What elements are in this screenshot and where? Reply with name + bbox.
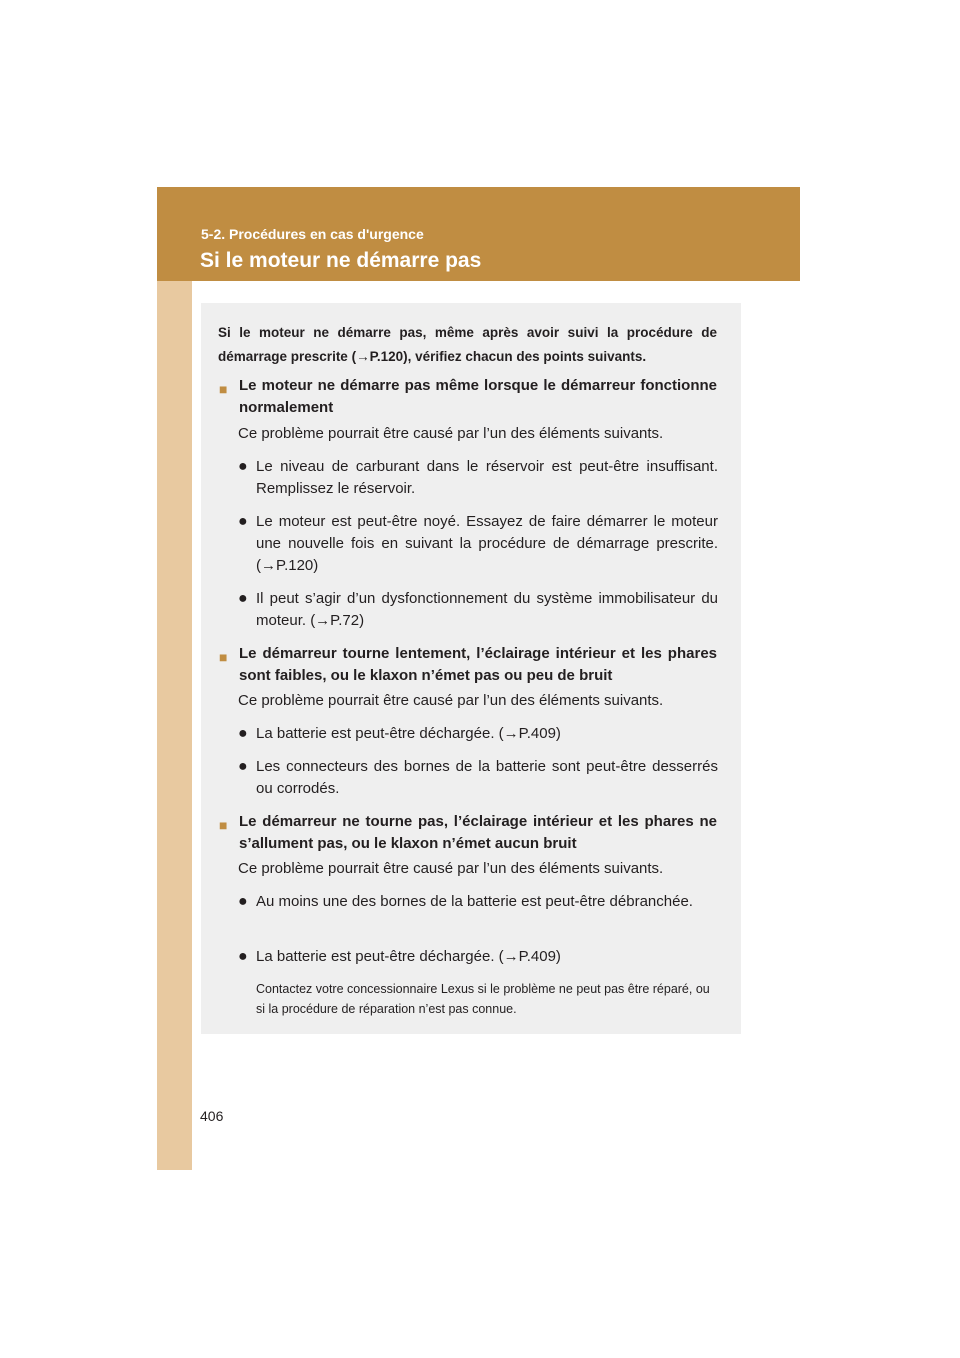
section-3-heading xyxy=(219,811,717,855)
section-1-heading xyxy=(219,375,717,419)
section-2-heading-text: Le démarreur tourne lentement, l’éclairage intérieur et les phares sont faibles, ou le klaxon n’émet pas ou peu de bruit xyxy=(239,645,717,684)
list-item xyxy=(238,946,718,968)
section-1-heading-text: Le moteur ne démarre pas même lorsque le démarreur fonctionne normalement xyxy=(239,377,717,416)
round-bullet-icon: ● xyxy=(238,458,248,475)
round-bullet-icon: ● xyxy=(238,948,248,965)
round-bullet-icon: ● xyxy=(238,590,248,607)
section-1-text: Ce problème pourrait être causé par l’un des éléments suivants. xyxy=(238,425,664,442)
list-item xyxy=(238,511,718,577)
list-item xyxy=(238,723,718,745)
note-text: Contactez votre concessionnaire Lexus si le problème ne peut pas être réparé, ou si la procédure de réparation n’est pas connue. xyxy=(256,982,710,1016)
round-bullet-icon: ● xyxy=(238,893,248,910)
list-item-text: Il peut s’agir d’un dysfonctionnement du système immobilisateur du moteur. (→P.72) xyxy=(256,590,718,629)
square-bullet-icon: ■ xyxy=(219,817,228,833)
section-label: 5-2. Procédures en cas d'urgence xyxy=(201,226,424,242)
list-item-text: Les connecteurs des bornes de la batterie sont peut-être desserrés ou corrodés. xyxy=(256,758,718,797)
list-item xyxy=(238,891,718,913)
page-number: 406 xyxy=(200,1108,224,1124)
list-item-text: Au moins une des bornes de la batterie est peut-être débranchée. xyxy=(256,893,693,910)
list-item-text: La batterie est peut-être déchargée. (→P.409) xyxy=(256,725,561,742)
round-bullet-icon: ● xyxy=(238,725,248,742)
round-bullet-icon: ● xyxy=(238,758,248,775)
list-item xyxy=(238,456,718,500)
list-item-text: Le niveau de carburant dans le réservoir est peut-être insuffisant. Remplissez le réservoir. xyxy=(256,458,718,497)
section-2-heading xyxy=(219,643,717,687)
list-item xyxy=(238,756,718,800)
square-bullet-icon: ■ xyxy=(219,649,228,665)
section-3-text: Ce problème pourrait être causé par l’un des éléments suivants. xyxy=(238,860,664,877)
list-item-text: Le moteur est peut-être noyé. Essayez de faire démarrer le moteur une nouvelle fois en suivant la procédure de démarrage prescrite. (→P.120) xyxy=(256,513,718,574)
left-margin-strip xyxy=(157,187,192,1170)
square-bullet-icon: ■ xyxy=(219,381,228,397)
list-item-text: La batterie est peut-être déchargée. (→P.409) xyxy=(256,948,561,965)
section-3-heading-text: Le démarreur ne tourne pas, l’éclairage intérieur et les phares ne s’allument pas, ou le klaxon n’émet aucun bruit xyxy=(239,813,717,852)
page-title: Si le moteur ne démarre pas xyxy=(200,249,482,272)
intro-text: Si le moteur ne démarre pas, même après avoir suivi la procédure de démarrage prescrite (→P.120), vérifiez chacun des points suivants. xyxy=(218,325,717,364)
list-item xyxy=(238,588,718,632)
section-2-text: Ce problème pourrait être causé par l’un des éléments suivants. xyxy=(238,692,664,709)
round-bullet-icon: ● xyxy=(238,513,248,530)
